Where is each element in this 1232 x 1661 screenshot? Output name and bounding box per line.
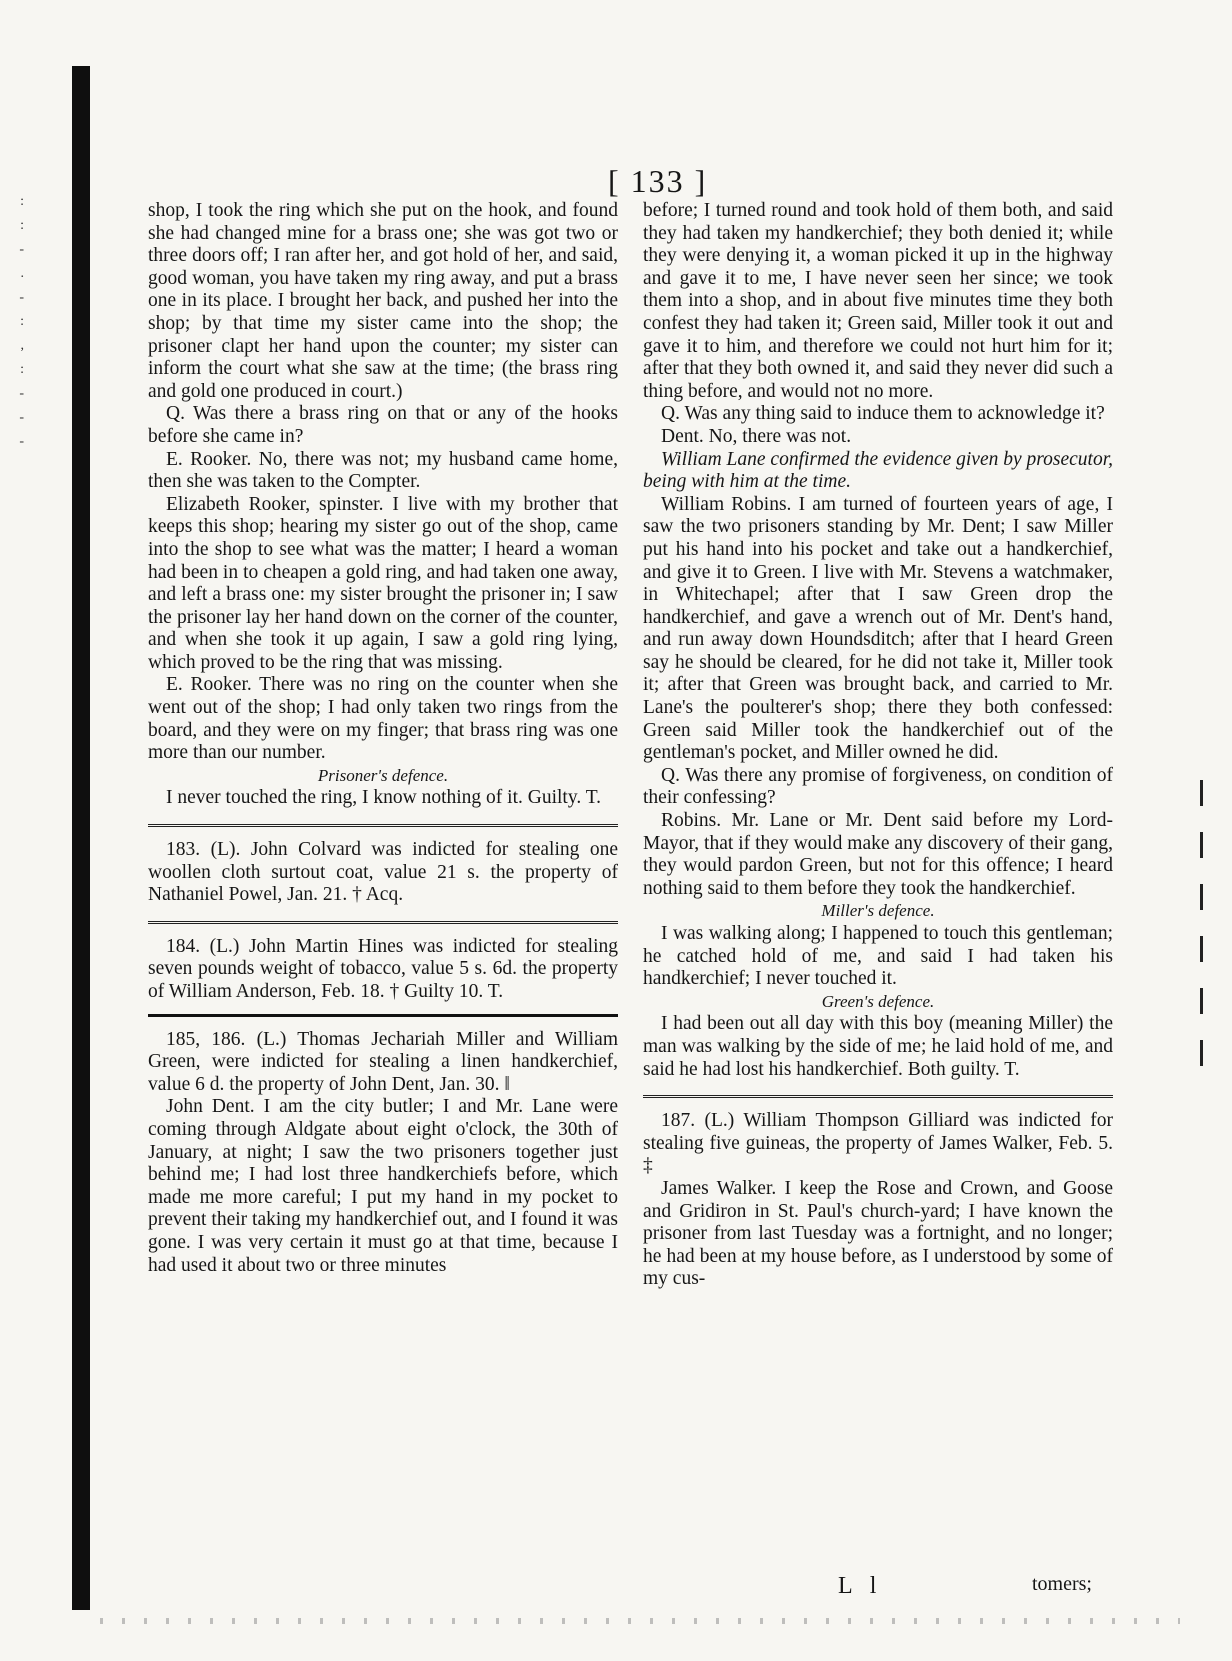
paragraph: Robins. Mr. Lane or Mr. Dent said before my Lord-Mayor, that if they would make any discovery of their gang, they would pardon Green, but not for this offence; I heard nothing said to them before they took the handkerchief. xyxy=(643,810,1113,899)
paragraph: John Dent. I am the city butler; I and Mr. Lane were coming through Aldgate about eight o'clock, the 30th of January, at night; I saw the two prisoners together just behind me; I had lost three handkerchiefs before, which made me more careful; I put my hand in my pocket to prevent their taking my handkerchief out, and I found it was gone. I was very certain it must go at that time, because I had used it about two or three minutes xyxy=(148,1096,618,1276)
scan-edge-marks xyxy=(1190,780,1220,1220)
scan-noise xyxy=(100,1618,1180,1624)
section-heading: Miller's defence. xyxy=(821,901,935,921)
paragraph: Q. Was there any promise of forgiveness, on condition of their confessing? xyxy=(643,764,1113,809)
paragraph: I never touched the ring, I know nothing of it. Guilty. T. xyxy=(166,787,602,809)
paragraph: before; I turned round and took hold of them both, and said they had taken my handkerchief; they both denied it; while they were denying it, a woman picked it up in the highway and gave it to me, I have never seen her since; we took them into a shop, and in about five minutes time they both confest they had taken it; Green said, Miller took it out and gave it to him, and therefore we could not hurt him for it; after that they both owned it, and said they never did such a thing before, and would not no more. xyxy=(643,200,1113,402)
left-column xyxy=(148,200,618,1277)
paragraph: 183. (L). John Colvard was indicted for stealing one woollen cloth surtout coat, value 21 s. the property of Nathaniel Powel, Jan. 21. † Acq. xyxy=(148,824,618,907)
facing-page-edge: : : - . - : , : - - - xyxy=(19,194,24,449)
section-heading: Green's defence. xyxy=(821,991,935,1011)
right-column xyxy=(643,200,1113,1291)
paragraph: James Walker. I keep the Rose and Crown, and Goose and Gridiron in St. Paul's church-yard; I have known the prisoner from last Tuesday was a fortnight, and no longer; he had been at my house before, as I understood by some of my cus- xyxy=(643,1177,1113,1290)
paragraph: William Robins. I am turned of fourteen years of age, I saw the two prisoners standing by Mr. Dent; I saw Miller put his hand into his pocket and take out a handkerchief, and give it to Green. I live with Mr. Stevens a watchmaker, in Whitechapel; after that I saw Green drop the handkerchief, and gave a wrench out of Mr. Dent's hand, and run away down Houndsditch; after that I heard Green say he should be cleared, for he did not take it, Miller took it; after that Green was brought back, and carried to Mr. Lane's the poulterer's shop; there they both confessed: Green said Miller took the handkerchief out of the gentleman's pocket, and Miller owned he did. xyxy=(643,493,1113,764)
paragraph: 184. (L.) John Martin Hines was indicted for stealing seven pounds weight of tobacco, value 5 s. 6d. the property of William Anderson, Feb. 18. † Guilty 10. T. xyxy=(148,921,618,1004)
paragraph: E. Rooker. No, there was not; my husband came home, then she was taken to the Compter. xyxy=(148,448,618,493)
paragraph: Dent. No, there was not. xyxy=(661,425,852,447)
page-number: [ 133 ] xyxy=(608,163,708,199)
signature-mark: L l xyxy=(838,1573,883,1599)
paragraph: Q. Was any thing said to induce them to acknowledge it? xyxy=(661,403,1105,425)
paragraph: E. Rooker. There was no ring on the counter when she went out of the shop; I had only taken two rings from the board, and they were on my finger; that brass ring was one more than our number. xyxy=(148,674,618,764)
paragraph: 187. (L.) William Thompson Gilliard was indicted for stealing five guineas, the property of James Walker, Feb. 5. ‡ xyxy=(643,1095,1113,1178)
binding-shadow xyxy=(72,66,90,1610)
paragraph: shop, I took the ring which she put on the hook, and found she had changed mine for a brass one; she was got two or three doors off; I ran after her, and got hold of her, and said, good woman, you have taken my ring away, and put a brass one in its place. I brought her back, and pushed her into the shop; by that time my sister came into the shop; the prisoner clapt her hand upon the counter; my sister can inform the court what she saw at the time; (the brass ring and gold one produced in court.) xyxy=(148,200,618,402)
paragraph: Q. Was there a brass ring on that or any of the hooks before she came in? xyxy=(148,403,618,447)
section-heading: Prisoner's defence. xyxy=(317,765,449,785)
paragraph: I was walking along; I happened to touch this gentleman; he catched hold of me, and said I had taken his handkerchief; I never touched it. xyxy=(643,923,1113,990)
paragraph: William Lane confirmed the evidence given by prosecutor, being with him at the time. xyxy=(643,448,1113,493)
paragraph: Elizabeth Rooker, spinster. I live with my brother that keeps this shop; hearing my sister go out of the shop, came into the shop to see what was the matter; I heard a woman had been in to cheapen a gold ring, and had taken one away, and left a brass one: my sister brought the prisoner in; I saw the prisoner lay her hand down on the corner of the counter, and when she took it up again, I saw a gold ring lying, which proved to be the ring that was missing. xyxy=(148,493,618,673)
catchword: tomers; xyxy=(1032,1573,1092,1595)
paragraph: I had been out all day with this boy (meaning Miller) the man was walking by the side of me; he laid hold of me, and said he had lost his handkerchief. Both guilty. T. xyxy=(643,1013,1113,1080)
paragraph: 185, 186. (L.) Thomas Jechariah Miller and William Green, were indicted for stealing a linen handkerchief, value 6 d. the property of John Dent, Jan. 30. ‖ xyxy=(148,1014,618,1097)
